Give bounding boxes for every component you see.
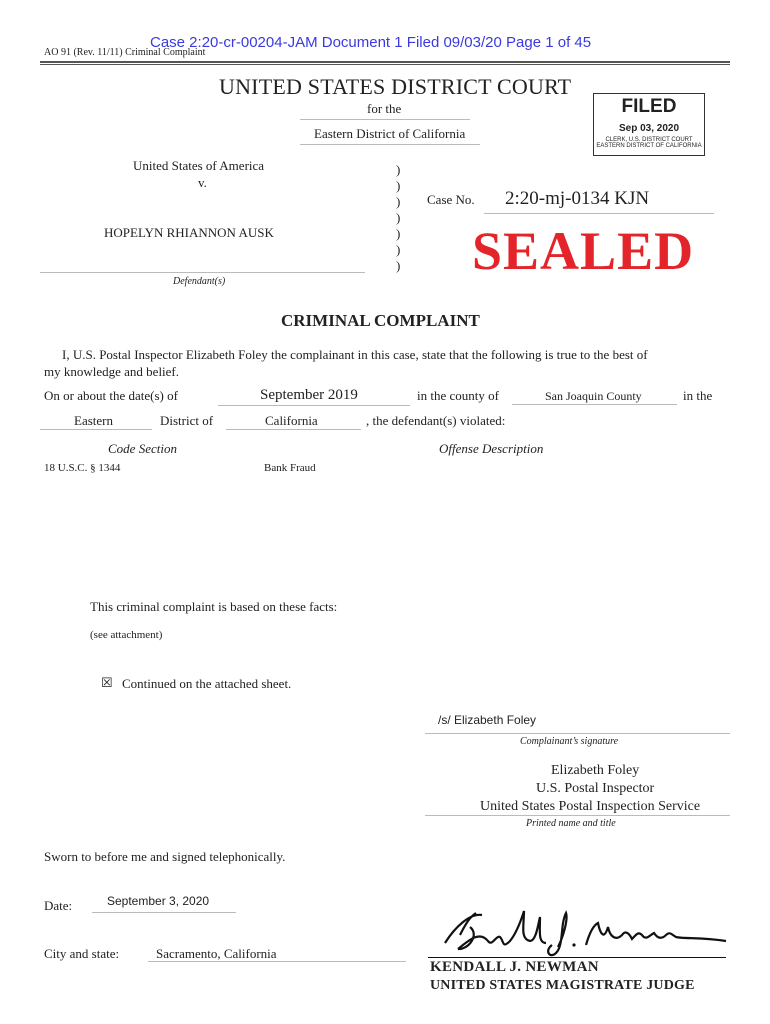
continued-checkbox[interactable]: ☒ <box>101 675 113 690</box>
date-label: Date: <box>44 898 73 913</box>
offense-desc: Bank Fraud <box>264 462 316 474</box>
paren: ) <box>396 226 401 241</box>
case-no-rule <box>484 213 714 214</box>
district-of: District of <box>160 413 214 428</box>
complainant-title: U.S. Postal Inspector <box>536 781 655 796</box>
printed-name-rule <box>425 815 730 816</box>
defendant-rule <box>40 272 365 273</box>
case-no: 2:20-mj-0134 KJN <box>505 188 650 209</box>
paren: ) <box>396 258 401 273</box>
on-or-about: On or about the date(s) of <box>44 388 178 403</box>
complainant-agency: United States Postal Inspection Service <box>480 799 701 814</box>
code-section-header: Code Section <box>108 441 177 456</box>
plaintiff: United States of America <box>133 158 265 173</box>
paren: ) <box>396 194 401 209</box>
county-value: San Joaquin County <box>545 389 642 403</box>
judge-signature-image <box>440 905 730 960</box>
filed-date: Sep 03, 2020 <box>618 123 680 134</box>
case-stamp: Case 2:20-cr-00204-JAM Document 1 Filed 09/03/20 Page 1 of 45 <box>150 34 592 51</box>
defendant-label: Defendant(s) <box>173 276 226 287</box>
sealed-stamp: SEALED <box>472 221 695 281</box>
paren: ) <box>396 178 401 193</box>
printed-name-label: Printed name and title <box>526 818 616 829</box>
signature-label: Complainant’s signature <box>520 736 619 747</box>
paren: ) <box>396 242 401 257</box>
defendant-name: HOPELYN RHIANNON AUSK <box>104 225 274 240</box>
judge-title: UNITED STATES MAGISTRATE JUDGE <box>430 978 695 993</box>
city-rule <box>148 961 406 962</box>
district-value-rule <box>40 429 152 430</box>
clerk-line2: EASTERN DISTRICT OF CALIFORNIA <box>596 143 702 149</box>
intro-line2: my knowledge and belief. <box>44 364 180 379</box>
county-rule <box>512 404 677 405</box>
versus: v. <box>198 175 207 190</box>
facts-attachment: (see attachment) <box>90 629 163 641</box>
paren: ) <box>396 162 401 177</box>
for-the: for the <box>367 101 402 116</box>
continued-label: Continued on the attached sheet. <box>122 676 292 691</box>
district-name: Eastern District of California <box>314 126 466 141</box>
filed-title: FILED <box>621 96 677 117</box>
intro-line1: I, U.S. Postal Inspector Elizabeth Foley the complainant in this case, state that the following is true to the best of <box>62 347 648 362</box>
in-county: in the county of <box>417 388 499 403</box>
offense-date: September 2019 <box>260 387 358 403</box>
complainant-name: Elizabeth Foley <box>551 763 640 778</box>
judge-signature-rule <box>428 957 726 958</box>
sworn-statement: Sworn to before me and signed telephonically. <box>44 849 286 864</box>
clerk-line1: CLERK, U.S. DISTRICT COURT <box>605 137 693 143</box>
state-rule <box>226 429 361 430</box>
facts-basis: This criminal complaint is based on these facts: <box>90 599 338 614</box>
case-no-label: Case No. <box>427 192 475 207</box>
district-value: Eastern <box>74 413 113 428</box>
date-rule <box>218 405 410 406</box>
district-rule <box>300 144 480 145</box>
complainant-signature: /s/ Elizabeth Foley <box>438 713 537 727</box>
city-value: Sacramento, California <box>156 946 277 961</box>
for-the-rule <box>300 119 470 120</box>
in-the: in the <box>683 388 713 403</box>
complaint-heading: CRIMINAL COMPLAINT <box>281 311 480 330</box>
form-id: AO 91 (Rev. 11/11) Criminal Complaint <box>44 47 206 58</box>
court-title: UNITED STATES DISTRICT COURT <box>219 74 572 99</box>
signature-rule <box>425 733 730 734</box>
offense-code: 18 U.S.C. § 1344 <box>44 462 121 474</box>
judge-name: KENDALL J. NEWMAN <box>430 959 599 975</box>
filed-stamp <box>593 93 705 156</box>
header-rule <box>40 61 730 65</box>
state-value: California <box>265 413 318 428</box>
paren: ) <box>396 210 401 225</box>
offense-description-header: Offense Description <box>439 441 544 456</box>
sworn-date-rule <box>92 912 236 913</box>
sworn-date: September 3, 2020 <box>107 894 210 908</box>
violated: , the defendant(s) violated: <box>366 413 506 428</box>
city-label: City and state: <box>44 946 120 961</box>
